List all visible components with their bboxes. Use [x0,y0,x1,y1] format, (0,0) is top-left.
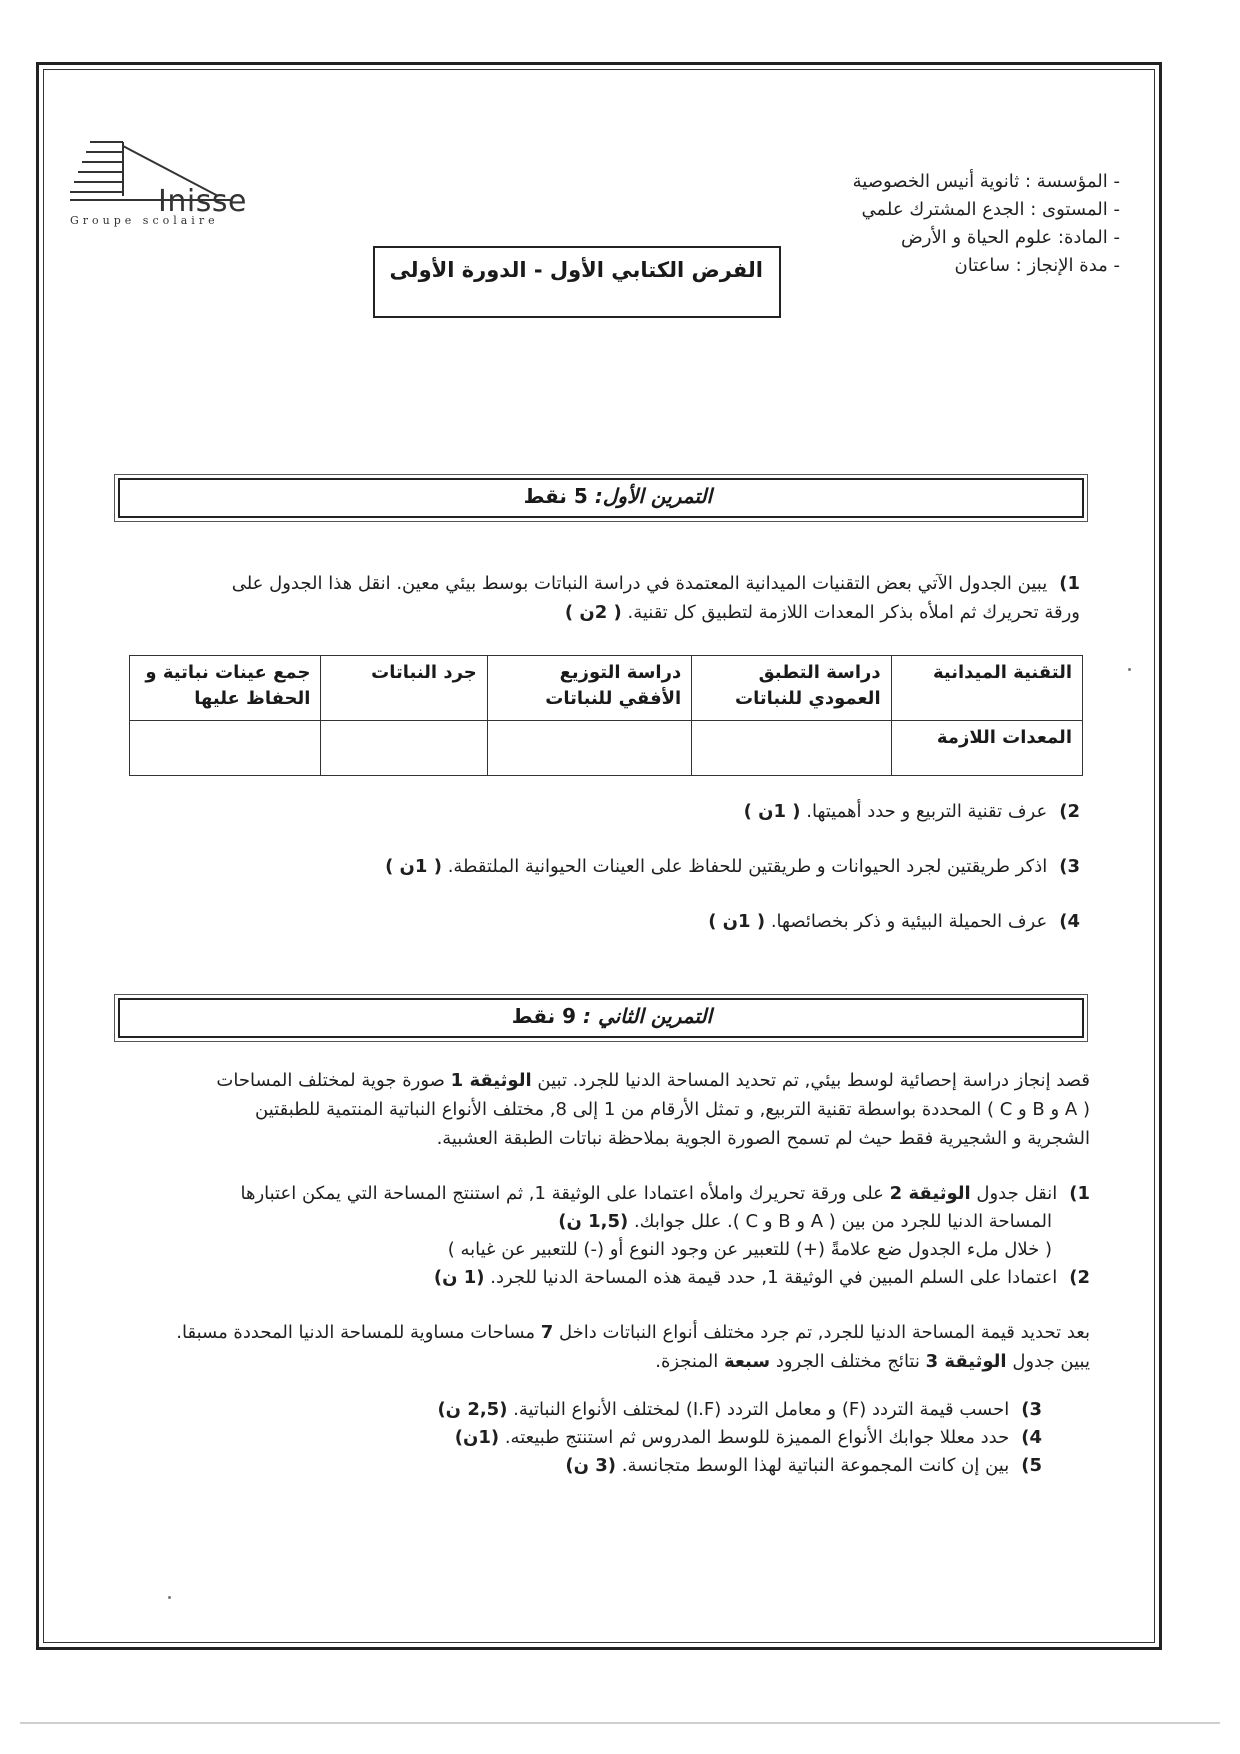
ex2-q1-marks: (1,5 ن) [558,1211,629,1232]
techniques-table [129,655,1083,776]
ex2-q1-text: على ورقة تحريرك واملأه اعتمادا على الوثيقة 1, ثم استنتج المساحة التي يمكن اعتبارها [240,1183,884,1204]
logo-wordmark: Inisse [158,184,247,219]
ex2-question-1-note [112,1236,1052,1264]
ex2-q1-text: انقل جدول [976,1183,1058,1204]
ex1-question-1 [140,570,1080,598]
ex2-question-1 [120,1180,1090,1208]
ex2-intro [130,1066,1090,1153]
footer-divider [20,1722,1220,1724]
ex2-intro-doc1: الوثيقة 1 [450,1070,532,1091]
table-empty-cell [487,721,691,776]
logo-tagline: Groupe scolaire [70,214,219,227]
ex2-q5-number: 5) [1021,1455,1042,1476]
table-header-cell: دراسة التوزيع الأفقي للنباتات [487,656,691,721]
ex2-intro-text: صورة جوية لمختلف المساحات [216,1070,445,1091]
ex2-q3-text: احسب قيمة التردد (F) و معامل التردد (I.F) لمختلف الأنواع النباتية. [513,1399,1010,1420]
ex2-q4-text: حدد معللا جوابك الأنواع المميزة للوسط المدروس ثم استنتج طبيعته. [504,1427,1010,1448]
table-header-cell: جمع عينات نباتية و الحفاظ عليها [130,656,321,721]
ex1-q4-marks: ( 1ن ) [708,911,766,932]
ex1-q3-text: اذكر طريقتين لجرد الحيوانات و طريقتين للحفاظ على العينات الحيوانية الملتقطة. [447,856,1048,877]
exam-info [790,168,1120,280]
ex1-q1-number: 1) [1059,573,1080,594]
exercise1-title: التمرين الأول: [594,484,712,508]
ex2-para2-text: بعد تحديد قيمة المساحة الدنيا للجرد, تم جرد مختلف أنواع النباتات داخل [559,1322,1090,1343]
info-duration: - مدة الإنجاز : ساعتان [954,255,1120,276]
exercise2-points: 9 نقط [511,1004,577,1028]
table-header-cell: جرد النباتات [321,656,487,721]
ex1-question-1-cont [140,599,1080,627]
ex1-q3-number: 3) [1059,856,1080,877]
ex2-para2-line1 [130,1318,1090,1347]
exercise1-header [118,478,1084,518]
ex2-q2-number: 2) [1069,1267,1090,1288]
ex2-para2-text: نتائج مختلف الجرود [775,1351,920,1372]
ex1-q4-text: عرف الحميلة البيئية و ذكر بخصائصها. [770,911,1048,932]
table-header-row [130,656,1083,721]
ex2-intro-text: قصد إنجاز دراسة إحصائية لوسط بيئي, تم تحديد المساحة الدنيا للجرد. تبين [537,1070,1090,1091]
ex2-para2-text: يبين جدول [1012,1351,1090,1372]
ex1-q2-number: 2) [1059,801,1080,822]
ex2-intro-line1 [130,1066,1090,1095]
ex2-q3-number: 3) [1021,1399,1042,1420]
table-empty-cell [321,721,487,776]
exam-title-text: الفرض الكتابي الأول - الدورة الأولى [389,258,763,282]
ex1-q1-line2: ورقة تحريرك ثم املأه بذكر المعدات اللازمة لتطبيق كل تقنية. [627,602,1080,623]
ex1-q2-marks: ( 1ن ) [743,801,801,822]
exercise2-header [118,998,1084,1038]
ex2-para2-text: المنجزة. [655,1351,719,1372]
ex2-question-1-cont [152,1208,1052,1236]
ex1-question-2 [180,798,1080,826]
ex2-q4-marks: (1ن) [454,1427,500,1448]
ex2-para2-line2 [130,1347,1090,1376]
ex2-q2-text: اعتمادا على السلم المبين في الوثيقة 1, حدد قيمة هذه المساحة الدنيا للجرد. [490,1267,1058,1288]
ex2-q1-doc2: الوثيقة 2 [889,1183,971,1204]
info-level: - المستوى : الجدع المشترك علمي [861,199,1120,220]
ex2-q5-marks: (3 ن) [565,1455,617,1476]
ex1-question-4 [180,908,1080,936]
exam-title [373,246,781,318]
ex2-intro-line2: ( A و B و C ) المحددة بواسطة تقنية التربيع, و تمثل الأرقام من 1 إلى 8, مختلف الأنواع النباتية المنتمية للطبقتين [255,1099,1090,1120]
ex2-para2-seven-word: سبعة [723,1351,771,1372]
ex2-question-5 [142,1452,1042,1480]
ex1-q3-marks: ( 1ن ) [385,856,442,877]
ex1-q1-marks: ( 2ن ) [564,602,622,623]
ex1-q1-line1: يبين الجدول الآتي بعض التقنيات الميدانية المعتمدة في دراسة النباتات بوسط بيئي معين. انقل هذا الجدول على [231,573,1048,594]
scan-speck [1128,668,1131,671]
table-header-cell: التقنية الميدانية [891,656,1082,721]
table-empty-cell [130,721,321,776]
exercise1-points: 5 نقط [523,484,588,508]
exercise2-title: التمرين الثاني : [582,1004,712,1028]
info-subject: - المادة: علوم الحياة و الأرض [901,227,1120,248]
ex2-q2-marks: (1 ن) [433,1267,485,1288]
ex1-q2-text: عرف تقنية التربيع و حدد أهميتها. [806,801,1048,822]
ex2-para2-doc3: الوثيقة 3 [925,1351,1007,1372]
ex2-question-2 [190,1264,1090,1292]
ex1-question-3 [180,853,1080,881]
ex2-para2-seven: 7 [540,1322,554,1343]
ex2-question-4 [142,1424,1042,1452]
ex2-question-3 [142,1396,1042,1424]
ex2-para2-text: مساحات مساوية للمساحة الدنيا المحددة مسبقا. [176,1322,536,1343]
ex2-q3-marks: (2,5 ن) [437,1399,508,1420]
table-row [130,721,1083,776]
ex2-q1-note: ( خلال ملء الجدول ضع علامةً (+) للتعبير عن وجود النوع أو (-) للتعبير عن غيابه ) [447,1239,1052,1260]
scan-speck [168,1596,171,1599]
ex2-intro-line3: الشجرية و الشجيرية فقط حيث لم تسمح الصورة الجوية بملاحظة نباتات الطبقة العشبية. [436,1128,1090,1149]
school-logo [68,138,263,228]
table-header-cell: دراسة التطبق العمودي للنباتات [692,656,891,721]
table-row-label: المعدات اللازمة [891,721,1082,776]
info-institution: - المؤسسة : ثانوية أنيس الخصوصية [852,171,1120,192]
ex2-q4-number: 4) [1021,1427,1042,1448]
ex2-paragraph-2 [130,1318,1090,1376]
ex1-q4-number: 4) [1059,911,1080,932]
ex2-q5-text: بين إن كانت المجموعة النباتية لهذا الوسط متجانسة. [621,1455,1010,1476]
table-empty-cell [692,721,891,776]
ex2-q1-number: 1) [1069,1183,1090,1204]
ex2-q1-line2: المساحة الدنيا للجرد من بين ( A و B و C ). علل جوابك. [633,1211,1052,1232]
